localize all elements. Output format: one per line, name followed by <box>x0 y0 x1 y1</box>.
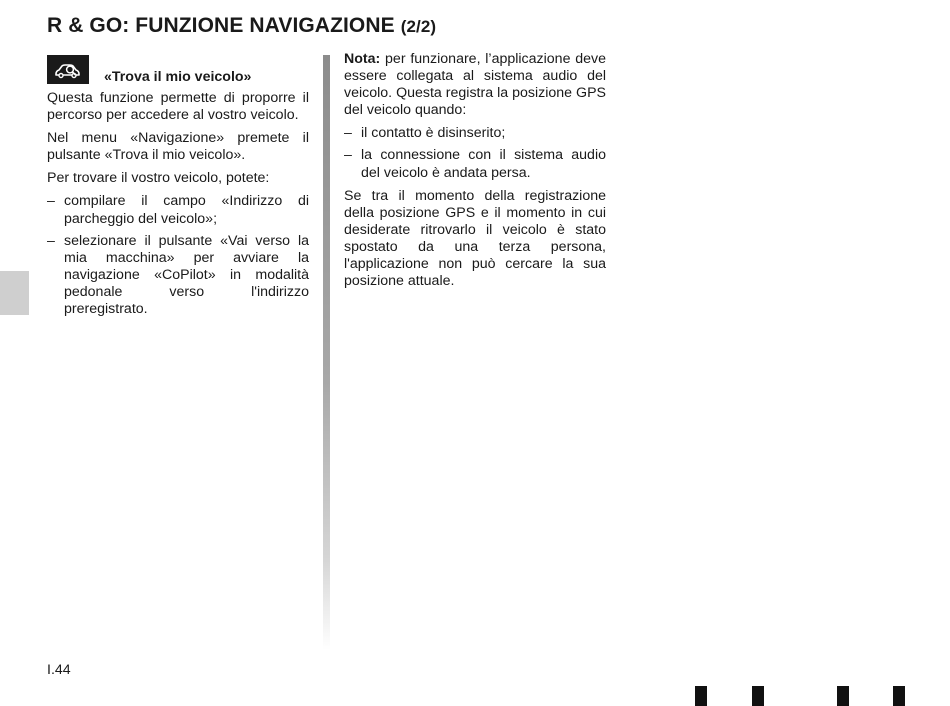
list-dash: – <box>344 125 352 142</box>
page-number: I.44 <box>47 662 71 678</box>
edge-mark <box>837 686 849 706</box>
limitation-paragraph: Se tra il momento della registrazione della posizione GPS e il momento in cui desiderate ritrovarlo il veicolo è stato spostato da una terza persona, l'applicazione non può cercare la sua posizione attuale. <box>344 187 606 290</box>
list-item-text: compilare il campo «Indirizzo di parcheggio del veicolo»; <box>64 193 309 227</box>
list-item-text: selezionare il pulsante «Vai verso la mia macchina» per avviare la navigazione «CoPilot» in modalità pedonale verso l'indirizzo preregistrato. <box>64 232 309 318</box>
list-item <box>344 125 606 142</box>
right-column <box>344 51 606 296</box>
page-title-text: R & GO: FUNZIONE NAVIGAZIONE <box>47 14 395 37</box>
feature-heading-row <box>47 51 309 84</box>
list-item-text: il contatto è disinserito; <box>361 125 506 142</box>
list-item <box>47 193 309 227</box>
note-text: per funzionare, l’applicazione deve essere collegata al sistema audio del veicolo. Questa registra la posizione GPS del veicolo quando: <box>344 51 606 119</box>
list-item-text: la connessione con il sistema audio del veicolo è andata persa. <box>361 147 606 181</box>
edge-mark <box>752 686 764 706</box>
feature-heading: «Trova il mio veicolo» <box>104 68 252 85</box>
page-edge-marks <box>0 686 950 706</box>
conditions-list <box>344 125 606 181</box>
note-label: Nota: <box>344 51 381 67</box>
edge-mark <box>893 686 905 706</box>
options-list <box>47 193 309 318</box>
list-dash: – <box>47 193 55 210</box>
left-column <box>47 51 309 324</box>
list-dash: – <box>47 232 55 249</box>
list-item <box>47 233 309 318</box>
list-dash: – <box>344 147 352 164</box>
menu-instruction-paragraph: Nel menu «Navigazione» premete il pulsante «Trova il mio veicolo». <box>47 130 309 164</box>
chapter-side-tab <box>0 271 29 315</box>
list-item <box>344 147 606 181</box>
column-divider <box>323 55 330 650</box>
page-title-suffix: (2/2) <box>400 17 437 36</box>
page-title <box>47 14 436 38</box>
find-my-vehicle-icon <box>47 55 89 84</box>
intro-paragraph: Questa funzione permette di proporre il percorso per accedere al vostro veicolo. <box>47 90 309 124</box>
note-paragraph <box>344 51 606 119</box>
edge-mark <box>695 686 707 706</box>
options-intro-paragraph: Per trovare il vostro veicolo, potete: <box>47 170 270 187</box>
